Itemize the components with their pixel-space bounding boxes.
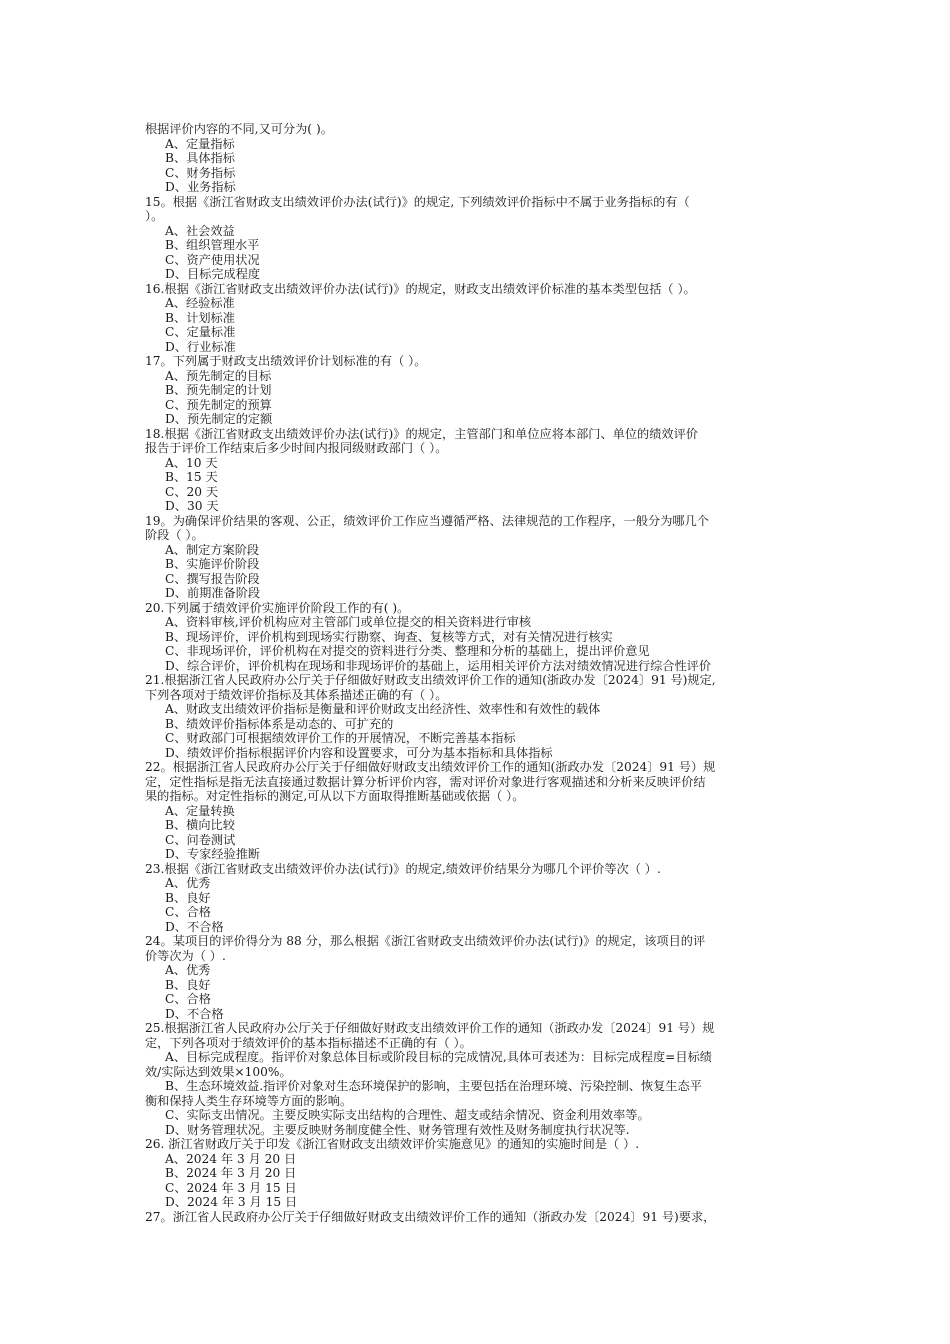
question-text-line: 27。浙江省人民政府办公厅关于仔细做好财政支出绩效评价工作的通知（浙政办发〔2024〕91 号)要求，	[145, 1209, 716, 1224]
answer-option-line: B、绩效评价指标体系是动态的、可扩充的	[165, 716, 394, 731]
question-text-line: 18.根据《浙江省财政支出绩效评价办法(试行)》的规定，主管部门和单位应将本部门、单位的绩效评价	[145, 426, 698, 441]
answer-option-line: C、合格	[165, 905, 211, 919]
question-text-line: 26. 浙江省财政厅关于印发《浙江省财政支出绩效评价实施意见》的通知的实施时间是（ ）.	[145, 1137, 640, 1151]
answer-option-line: A、社会效益	[165, 223, 235, 238]
answer-option-line: D、绩效评价指标根据评价内容和设置要求，可分为基本指标和具体指标	[165, 745, 553, 760]
question-text-line: 17。下列属于财政支出绩效评价计划标准的有（ ）。	[145, 354, 427, 368]
answer-option-line: D、2024 年 3 月 15 日	[165, 1195, 298, 1209]
question-text-line: 衡和保持人类生存环境等方面的影响。	[145, 1093, 353, 1108]
question-text-line: 16.根据《浙江省财政支出绩效评价办法(试行)》的规定，财政支出绩效评价标准的基本类型包括（ ）。	[145, 281, 696, 296]
question-text-line: 阶段（ ）。	[145, 528, 204, 542]
answer-option-line: B、计划标准	[165, 310, 235, 325]
answer-option-line: B、良好	[165, 890, 211, 905]
answer-option-line: B、具体指标	[165, 151, 235, 165]
answer-option-line: D、综合评价，评价机构在现场和非现场评价的基础上，运用相关评价方法对绩效情况进行综合性评价	[165, 658, 712, 673]
answer-option-line: D、30 天	[165, 499, 219, 513]
question-text-line: 价等次为（ ）.	[145, 948, 226, 963]
answer-option-line: A、定量指标	[165, 136, 235, 151]
answer-option-line: A、10 天	[165, 455, 218, 470]
document-body	[145, 122, 820, 1224]
question-text-line: 下列各项对于绩效评价指标及其体系描述正确的有（ ）。	[145, 687, 448, 702]
answer-option-line: A、制定方案阶段	[165, 542, 260, 557]
answer-option-line: D、不合格	[165, 919, 224, 934]
answer-option-line: C、合格	[165, 992, 211, 1006]
answer-option-line: C、问卷测试	[165, 832, 236, 847]
answer-option-line: A、预先制定的目标	[165, 368, 272, 383]
answer-option-line: D、前期准备阶段	[165, 586, 261, 600]
answer-option-line: A、定量转换	[165, 803, 235, 818]
answer-option-line: B、15 天	[165, 470, 218, 484]
answer-option-line: B、现场评价，评价机构到现场实行勘察、询查、复核等方式，对有关情况进行核实	[165, 629, 613, 644]
answer-option-line: B、预先制定的计划	[165, 383, 272, 397]
answer-option-line: A、资料审核,评价机构应对主管部门或单位提交的相关资料进行审核	[165, 615, 532, 629]
answer-option-line: D、不合格	[165, 1006, 224, 1021]
answer-option-line: B、生态环境效益.指评价对象对生态环境保护的影响，主要包括在治理环境、污染控制、恢复生态平	[165, 1079, 702, 1093]
answer-option-line: C、预先制定的预算	[165, 397, 272, 412]
answer-option-line: B、2024 年 3 月 20 日	[165, 1166, 297, 1180]
answer-option-line: A、2024 年 3 月 20 日	[165, 1151, 297, 1166]
answer-option-line: B、良好	[165, 977, 211, 992]
answer-option-line: D、目标完成程度	[165, 267, 261, 281]
answer-option-line: C、非现场评价，评价机构在对提交的资料进行分类、整理和分析的基础上，提出评价意见	[165, 644, 650, 658]
question-text-line: 24。某项目的评价得分为 88 分，那么根据《浙江省财政支出绩效评价办法(试行)》的规定，该项目的评	[145, 934, 706, 948]
answer-option-line: C、财政部门可根据绩效评价工作的开展情况，不断完善基本指标	[165, 731, 516, 745]
answer-option-line: D、业务指标	[165, 180, 236, 194]
question-text-line: 22。根据浙江省人民政府办公厅关于仔细做好财政支出绩效评价工作的通知(浙政办发〔2024〕91 号）规	[145, 760, 716, 774]
question-text-line: 报告于评价工作结束后多少时间内报同级财政部门（ ）。	[145, 441, 448, 455]
question-text-line: 根据评价内容的不同,又可分为( )。	[145, 122, 333, 136]
question-text-line: 果的指标。对定性指标的测定,可从以下方面取得推断基础或依据（ ）。	[145, 789, 525, 803]
answer-option-line: C、2024 年 3 月 15 日	[165, 1180, 297, 1195]
question-text-line: 效/实际达到效果×100%。	[145, 1064, 292, 1079]
answer-option-line: B、组织管理水平	[165, 238, 260, 252]
question-text-line: 定，下列各项对于绩效评价的基本指标描述不正确的有（ ）。	[145, 1035, 472, 1050]
answer-option-line: B、实施评价阶段	[165, 557, 260, 571]
answer-option-line: C、定量标准	[165, 325, 236, 339]
question-text-line: 15。根据《浙江省财政支出绩效评价办法(试行)》的规定, 下列绩效评价指标中不属于业务指标的有（	[145, 194, 690, 209]
answer-option-line: A、优秀	[165, 963, 211, 977]
question-text-line: 20.下列属于绩效评价实施评价阶段工作的有( )。	[145, 600, 410, 615]
answer-option-line: A、财政支出绩效评价指标是衡量和评价财政支出经济性、效率性和有效性的载体	[165, 702, 601, 716]
question-text-line: 23.根据《浙江省财政支出绩效评价办法(试行)》的规定,绩效评价结果分为哪几个评价等次（ ）.	[145, 861, 661, 876]
answer-option-line: B、横向比较	[165, 818, 235, 832]
answer-option-line: D、行业标准	[165, 339, 236, 354]
answer-option-line: C、20 天	[165, 484, 219, 499]
answer-option-line: D、财务管理状况。主要反映财务制度健全性、财务管理有效性及财务制度执行状况等.	[165, 1122, 630, 1137]
question-text-line: 定，定性指标是指无法直接通过数据计算分析评价内容，需对评价对象进行客观描述和分析来反映评价结	[145, 774, 706, 789]
answer-option-line: C、撰写报告阶段	[165, 571, 260, 586]
answer-option-line: A、目标完成程度。指评价对象总体目标或阶段目标的完成情况,具体可表述为：目标完成程度=目标绩	[165, 1050, 712, 1064]
question-text-line: 19。为确保评价结果的客观、公正，绩效评价工作应当遵循严格、法律规范的工作程序，一般分为哪几个	[145, 513, 709, 528]
answer-option-line: A、优秀	[165, 876, 211, 890]
answer-option-line: C、实际支出情况。主要反映实际支出结构的合理性、超支或结余情况、资金利用效率等。	[165, 1108, 650, 1122]
answer-option-line: C、财务指标	[165, 165, 236, 180]
answer-option-line: C、资产使用状况	[165, 252, 260, 267]
question-text-line: ）。	[145, 209, 164, 223]
answer-option-line: D、专家经验推断	[165, 847, 261, 861]
question-text-line: 25.根据浙江省人民政府办公厅关于仔细做好财政支出绩效评价工作的通知（浙政办发〔2024〕91 号）规	[145, 1021, 715, 1035]
answer-option-line: A、经验标准	[165, 296, 235, 310]
answer-option-line: D、预先制定的定额	[165, 412, 273, 426]
question-text-line: 21.根据浙江省人民政府办公厅关于仔细做好财政支出绩效评价工作的通知(浙政办发〔2024〕91 号)规定,	[145, 673, 716, 687]
